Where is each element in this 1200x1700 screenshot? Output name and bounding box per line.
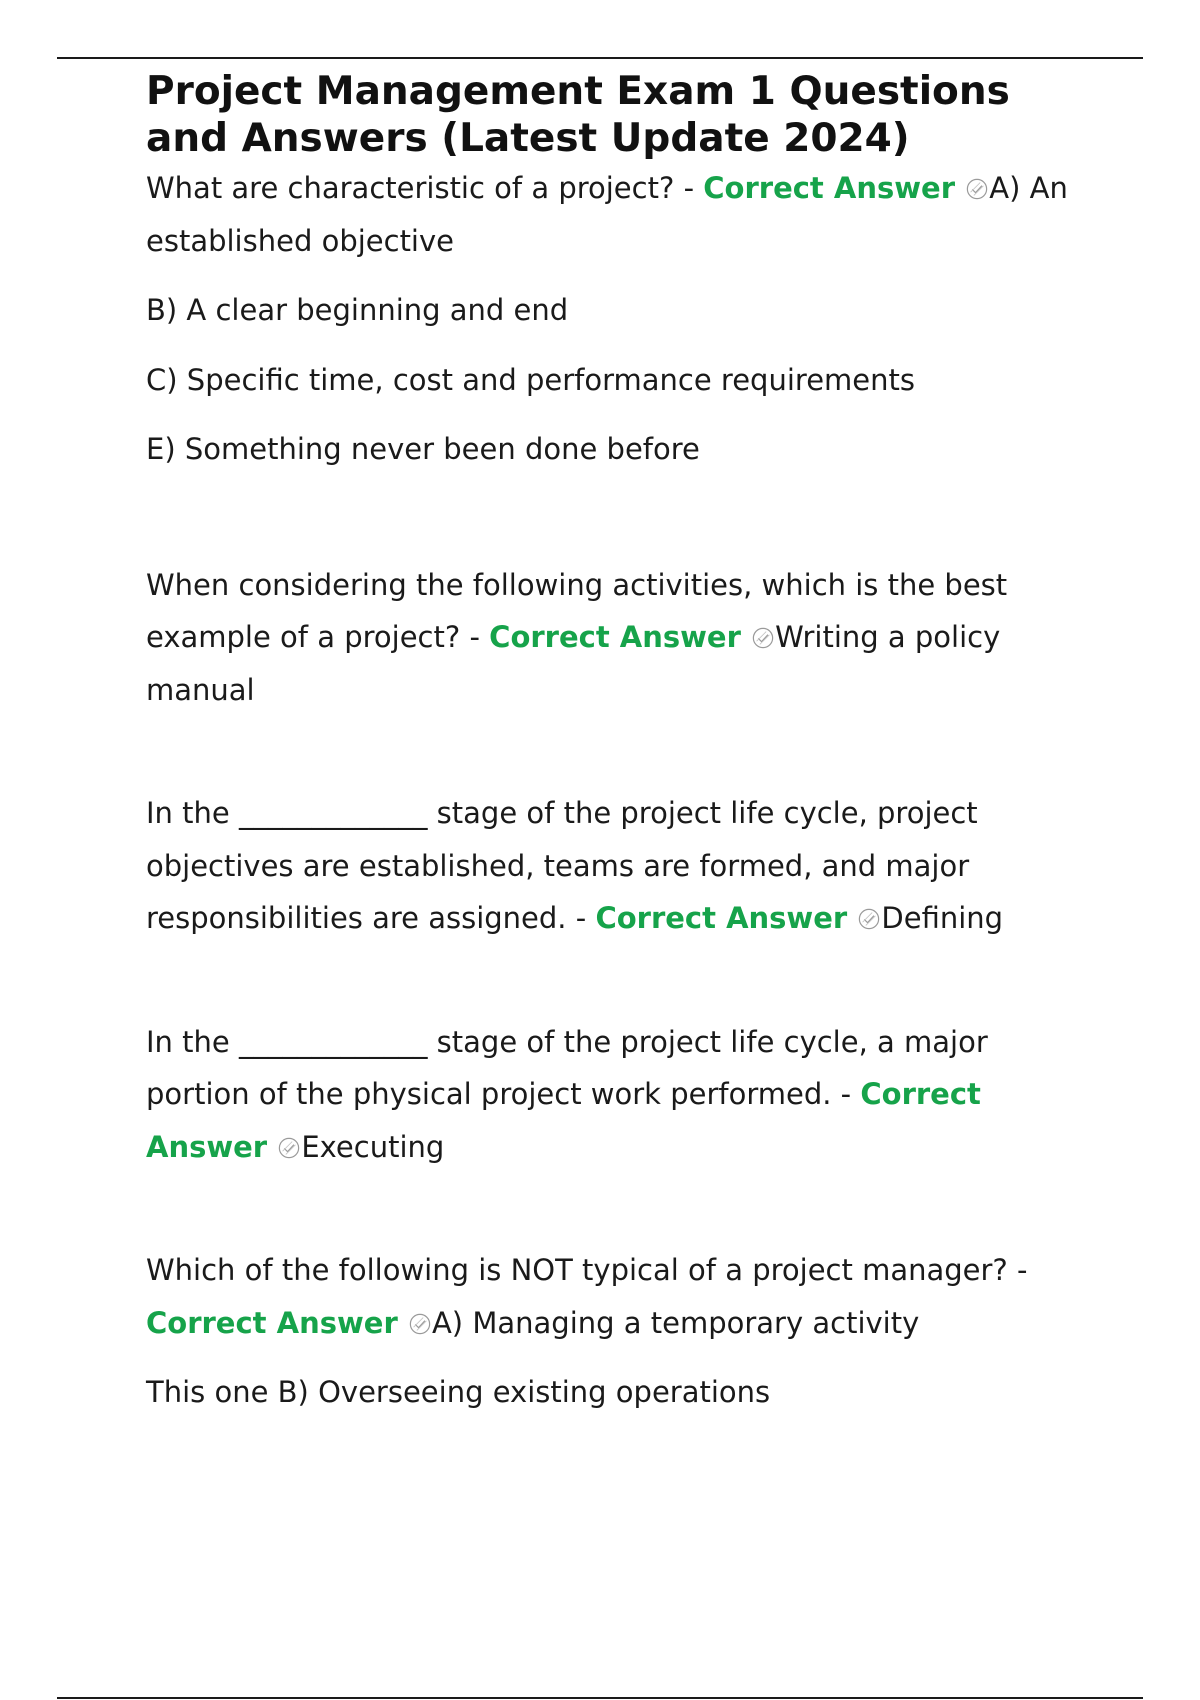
qa-question-line <box>146 162 1086 267</box>
check-circle-icon <box>278 1137 300 1159</box>
question-text: Which of the following is NOT typical of a project manager? <box>146 1253 1008 1287</box>
spacer <box>146 945 1086 1016</box>
check-circle-icon <box>858 908 880 930</box>
answer-option: This one B) Overseeing existing operations <box>146 1375 771 1409</box>
answer-option: B) A clear beginning and end <box>146 293 569 327</box>
check-circle-icon <box>409 1313 431 1335</box>
spacer <box>146 476 1086 559</box>
question-text: When considering the following activities, which is the best example of a project? <box>146 567 1008 654</box>
question-text: What are characteristic of a project? <box>146 171 675 205</box>
correct-answer-label: Correct Answer <box>146 1077 981 1164</box>
answer-option: E) Something never been done before <box>146 432 700 466</box>
bottom-rule <box>57 1697 1143 1699</box>
answer-text: Writing a policy manual <box>146 620 1001 707</box>
qa-item <box>146 1244 1086 1419</box>
check-circle-icon <box>966 178 988 200</box>
answer-text: A) Managing a temporary activity <box>431 1305 920 1340</box>
separator: - <box>1007 1253 1028 1287</box>
correct-answer-label: Correct Answer <box>489 620 741 654</box>
question-text: In the _____________ stage of the project life cycle, a major portion of the physical project work performed. <box>146 1024 988 1111</box>
answer-text: A) An established objective <box>146 171 1068 258</box>
answer-text: Executing <box>301 1129 445 1164</box>
top-rule <box>57 57 1143 59</box>
correct-answer-label: Correct Answer <box>703 171 956 205</box>
qa-question-line <box>146 1016 1086 1174</box>
qa-item <box>146 1016 1086 1174</box>
correct-answer-label: Correct Answer <box>146 1305 398 1340</box>
answer-text: Defining <box>881 901 1004 935</box>
separator: - <box>460 620 490 654</box>
qa-item <box>146 162 1086 476</box>
document-title: Project Management Exam 1 Questions and Answers (Latest Update 2024) <box>146 69 1010 161</box>
qa-question-line <box>146 1244 1086 1349</box>
qa-question-line <box>146 559 1086 717</box>
spacer <box>146 1173 1086 1244</box>
separator: - <box>566 901 596 935</box>
separator: - <box>674 171 704 205</box>
spacer <box>146 716 1086 787</box>
check-circle-icon <box>752 627 774 649</box>
question-text: In the _____________ stage of the project life cycle, project objectives are established, teams are formed, and major responsibilities are assigned. <box>146 796 978 935</box>
separator: - <box>831 1077 861 1111</box>
qa-question-line <box>146 787 1086 945</box>
qa-item <box>146 787 1086 945</box>
document-body <box>146 68 1086 1419</box>
correct-answer-label: Correct Answer <box>595 901 848 935</box>
qa-item <box>146 559 1086 717</box>
answer-option: C) Specific time, cost and performance requirements <box>146 362 915 397</box>
